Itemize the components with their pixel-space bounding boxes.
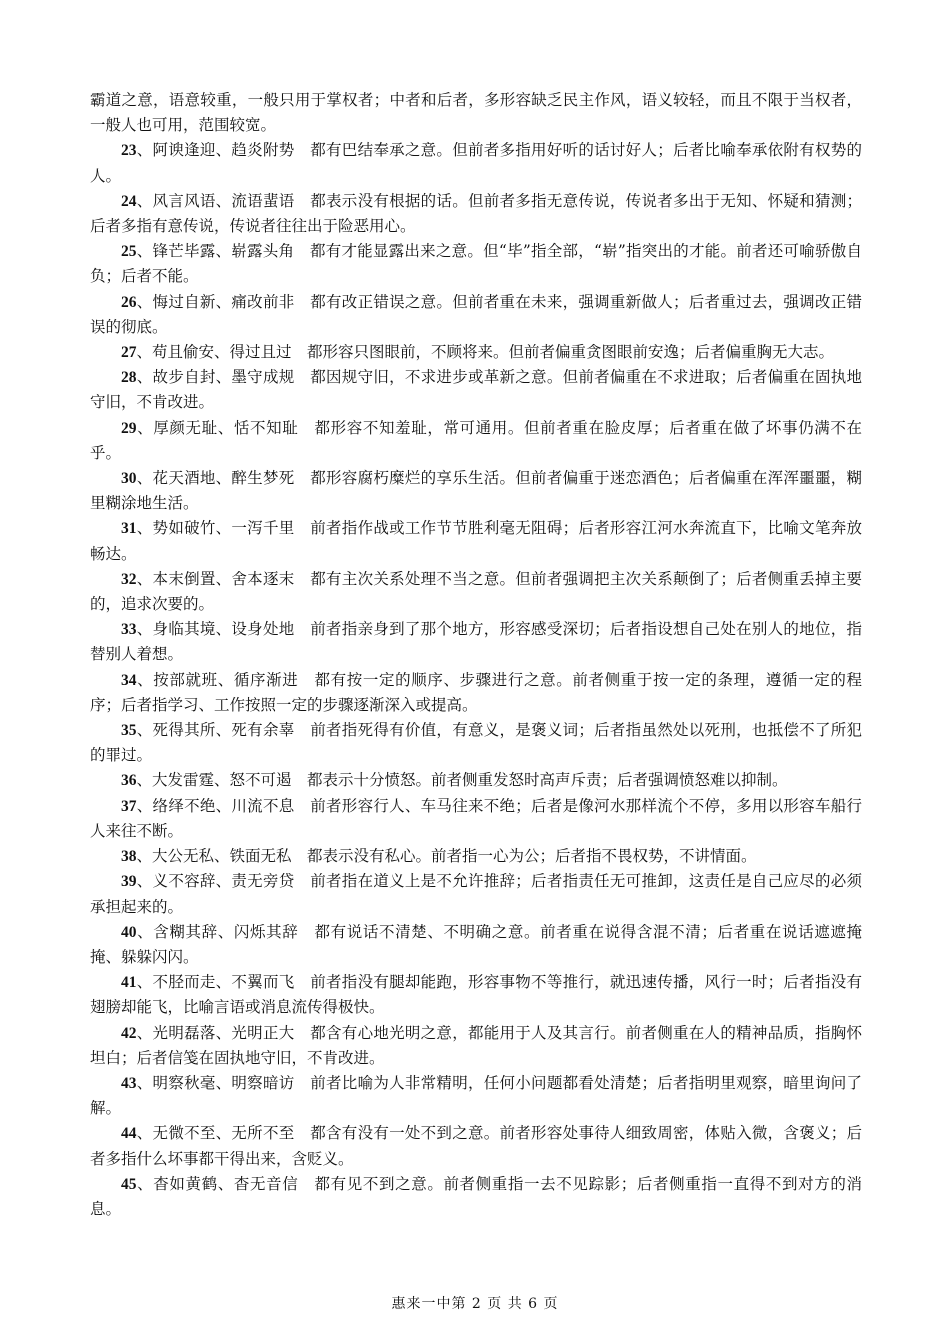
idiom-entry — [90, 920, 862, 970]
entry-number: 42 — [121, 1024, 137, 1042]
entry-text: 、明察秋毫、明察暗访 前者比喻为人非常精明，任何小问题都看处清楚；后者指明里观察，暗里询问了解。 — [90, 1073, 862, 1118]
entry-text: 、义不容辞、责无旁贷 前者指在道义上是不允许推辞；后者指责任无可推卸，这责任是自己应尽的必须承担起来的。 — [90, 872, 862, 916]
entry-text: 、死得其所、死有余辜 前者指死得有价值，有意义，是褒义词；后者指虽然处以死刑，也抵偿不了所犯的罪过。 — [90, 721, 862, 765]
entry-number: 39 — [121, 873, 137, 891]
idiom-list — [90, 138, 862, 1222]
idiom-entry — [90, 1071, 862, 1121]
idiom-entry — [90, 768, 862, 793]
entry-number: 44 — [121, 1125, 137, 1143]
entry-text: 、锋芒毕露、崭露头角 都有才能显露出来之意。但“毕”指全部，“崭”指突出的才能。前者还可喻骄傲自负；后者不能。 — [90, 242, 862, 286]
entry-number: 38 — [121, 848, 137, 866]
entry-text: 、不胫而走、不翼而飞 前者指没有腿却能跑，形容事物不等推行，就迅速传播，风行一时；后者指没有翅膀却能飞，比喻言语或消息流传得极快。 — [90, 973, 862, 1017]
idiom-entry — [90, 718, 862, 768]
entry-text: 、本末倒置、舍本逐末 都有主次关系处理不当之意。但前者强调把主次关系颠倒了；后者侧重丢掉主要的，追求次要的。 — [90, 569, 862, 614]
entry-text: 、身临其境、设身处地 前者指亲身到了那个地方，形容感受深切；后者指设想自己处在别人的地位，指替别人着想。 — [90, 620, 862, 664]
entry-text: 、势如破竹、一泻千里 前者指作战或工作节节胜利毫无阻碍；后者形容江河水奔流直下，比喻文笔奔放畅达。 — [90, 519, 862, 563]
entry-number: 23 — [121, 142, 137, 160]
entry-number: 43 — [121, 1074, 137, 1092]
idiom-entry — [90, 340, 862, 365]
entry-number: 29 — [121, 419, 137, 437]
entry-text: 、杳如黄鹤、杳无音信 都有见不到之意。前者侧重指一去不见踪影；后者侧重指一直得不到对方的消息。 — [90, 1174, 862, 1218]
idiom-entry — [90, 1172, 862, 1222]
intro-paragraph: 霸道之意，语意较重，一般只用于掌权者；中者和后者，多形容缺乏民主作风，语义较轻，而且不限于当权者，一般人也可用，范围较宽。 — [90, 91, 862, 135]
entry-number: 32 — [121, 570, 137, 588]
entry-text: 、阿谀逢迎、趋炎附势 都有巴结奉承之意。但前者多指用好听的话讨好人；后者比喻奉承依附有权势的人。 — [90, 141, 862, 185]
entry-number: 36 — [121, 772, 137, 790]
entry-number: 31 — [121, 520, 137, 538]
entry-text: 、悔过自新、痛改前非 都有改正错误之意。但前者重在未来，强调重新做人；后者重过去，强调改正错误的彻底。 — [90, 292, 862, 336]
idiom-entry — [90, 617, 862, 667]
entry-text: 、大公无私、铁面无私 都表示没有私心。前者指一心为公；后者指不畏权势，不讲情面。 — [136, 847, 757, 866]
entry-number: 33 — [121, 621, 137, 639]
entry-text: 、苟且偷安、得过且过 都形容只图眼前，不顾将来。但前者偏重贪图眼前安逸；后者偏重胸无大志。 — [136, 343, 835, 362]
entry-text: 、厚颜无耻、恬不知耻 都形容不知羞耻，常可通用。但前者重在脸皮厚；后者重在做了坏事仍满不在乎。 — [90, 418, 862, 462]
idiom-entry — [90, 365, 862, 415]
idiom-entry — [90, 1121, 862, 1171]
entry-text: 、络绎不绝、川流不息 前者形容行人、车马往来不绝；后者是像河水那样流个不停，多用以形容车船行人来往不断。 — [90, 796, 862, 840]
idiom-entry — [90, 1021, 862, 1071]
entry-text: 、无微不至、无所不至 都含有没有一处不到之意。前者形容处事待人细致周密，体贴入微，含褒义；后者多指什么坏事都干得出来，含贬义。 — [90, 1124, 862, 1168]
entry-number: 41 — [121, 974, 137, 992]
entry-number: 30 — [121, 470, 137, 488]
entry-text: 、风言风语、流语蜚语 都表示没有根据的话。但前者多指无意传说，传说者多出于无知、怀疑和猜测；后者多指有意传说，传说者往往出于险恶用心。 — [90, 191, 862, 236]
idiom-entry — [90, 516, 862, 566]
idiom-entry — [90, 290, 862, 340]
entry-number: 28 — [121, 369, 137, 387]
entry-number: 37 — [121, 797, 137, 815]
entry-text: 、花天酒地、醉生梦死 都形容腐朽糜烂的享乐生活。但前者偏重于迷恋酒色；后者偏重在浑浑噩噩，糊里糊涂地生活。 — [90, 469, 862, 513]
entry-text: 、含糊其辞、闪烁其辞 都有说话不清楚、不明确之意。前者重在说得含混不清；后者重在说话遮遮掩掩、躲躲闪闪。 — [90, 922, 862, 966]
entry-number: 35 — [121, 722, 137, 740]
entry-number: 34 — [121, 671, 137, 689]
entry-number: 40 — [121, 923, 137, 941]
idiom-entry — [90, 239, 862, 289]
idiom-entry — [90, 416, 862, 466]
entry-text: 、故步自封、墨守成规 都因规守旧，不求进步或革新之意。但前者偏重在不求进取；后者偏重在固执地守旧，不肯改进。 — [90, 368, 862, 412]
idiom-entry — [90, 869, 862, 919]
entry-number: 24 — [121, 192, 137, 210]
entry-number: 27 — [121, 344, 137, 362]
idiom-entry — [90, 668, 862, 718]
document-body — [90, 88, 862, 1222]
idiom-entry — [90, 138, 862, 188]
entry-number: 25 — [121, 243, 137, 261]
idiom-entry — [90, 466, 862, 516]
page-footer: 惠来一中第 2 页 共 6 页 — [391, 1296, 559, 1312]
idiom-entry — [90, 794, 862, 844]
idiom-entry — [90, 970, 862, 1020]
entry-number: 45 — [121, 1175, 137, 1193]
entry-text: 、光明磊落、光明正大 都含有心地光明之意，都能用于人及其言行。前者侧重在人的精神品质，指胸怀坦白；后者信笺在固执地守旧，不肯改进。 — [90, 1023, 862, 1067]
idiom-entry — [90, 844, 862, 869]
idiom-entry — [90, 567, 862, 617]
entry-text: 、大发雷霆、怒不可遏 都表示十分愤怒。前者侧重发怒时高声斥责；后者强调愤怒难以抑制。 — [136, 771, 788, 790]
entry-text: 、按部就班、循序渐进 都有按一定的顺序、步骤进行之意。前者侧重于按一定的条理，遵循一定的程序；后者指学习、工作按照一定的步骤逐渐深入或提高。 — [90, 670, 862, 714]
entry-number: 26 — [121, 293, 137, 311]
idiom-entry — [90, 189, 862, 239]
